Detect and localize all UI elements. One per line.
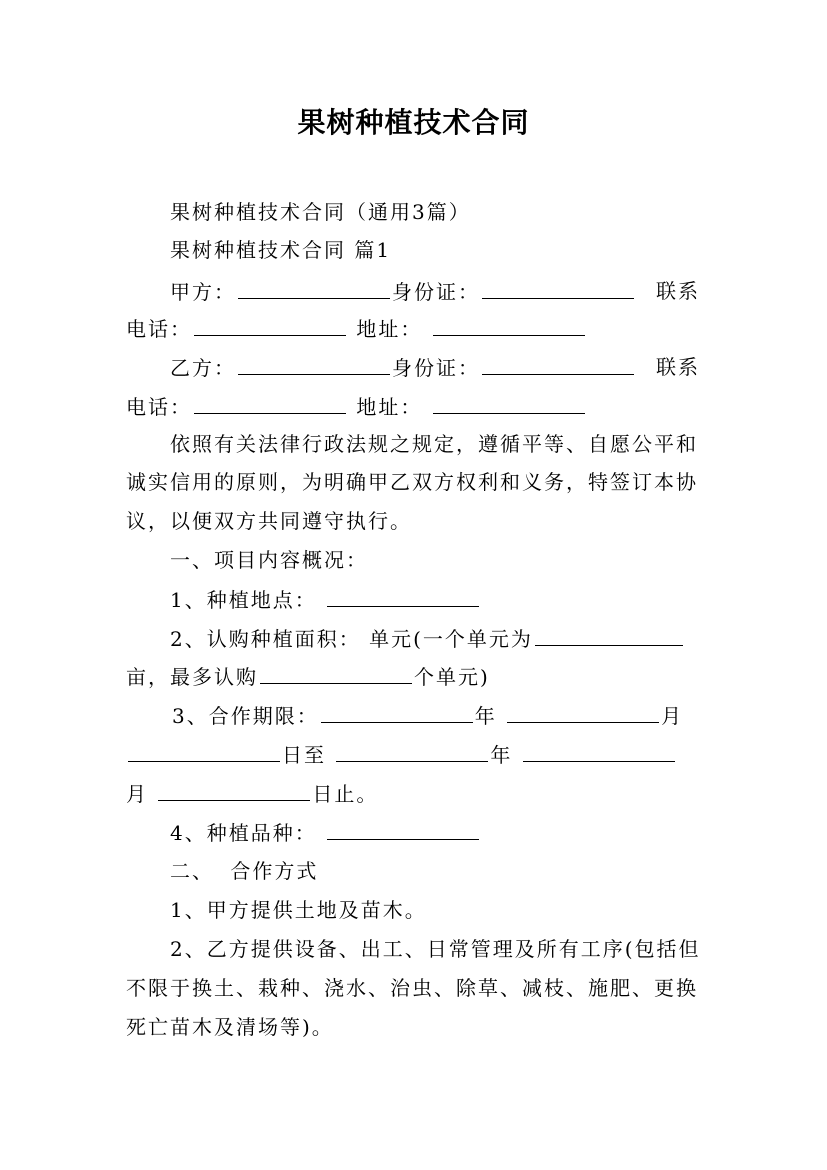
party-b-id-blank[interactable] [482, 354, 634, 375]
party-a-contact-line [656, 278, 827, 304]
subtitle-line [170, 199, 827, 225]
item-area-line-2 [126, 663, 827, 690]
item-area-label: 2、认购种植面积： [170, 627, 361, 651]
section-heading-line [170, 237, 827, 263]
cooperation-item-1 [170, 897, 827, 923]
term-start-month-label: 月 [661, 704, 684, 728]
cooperation-item-2-line-2 [126, 975, 827, 1001]
term-end-day-blank[interactable] [158, 780, 310, 801]
term-end-month-blank[interactable] [523, 741, 675, 762]
party-a-phone-label: 电话： [126, 317, 192, 341]
party-b-id-label: 身份证： [392, 356, 480, 380]
term-start-day-label: 日至 [282, 743, 326, 767]
section-heading-text: 果树种植技术合同 篇1 [170, 238, 392, 262]
party-b-name-blank[interactable] [238, 354, 390, 375]
item-area-max-blank[interactable] [260, 663, 412, 684]
party-b-phone-line [126, 393, 827, 420]
cooperation-item-2-text-3: 死亡苗木及清场等)。 [126, 1015, 334, 1039]
party-b-phone-label: 电话： [126, 395, 192, 419]
subtitle-text: 果树种植技术合同（通用3篇） [170, 200, 471, 224]
preamble-line-1 [170, 431, 827, 457]
party-b-phone-blank[interactable] [194, 393, 346, 414]
term-start-month-blank[interactable] [507, 702, 659, 723]
item-variety-line [170, 819, 827, 846]
item-area-units-text: 个单元) [414, 665, 490, 689]
party-a-address-blank[interactable] [433, 315, 585, 336]
party-b-address-blank[interactable] [433, 393, 585, 414]
preamble-text-1: 依照有关法律行政法规之规定，遵循平等、自愿公平和 [170, 432, 698, 456]
party-a-contact-label: 联系 [656, 279, 700, 303]
item-variety-blank[interactable] [327, 819, 479, 840]
section-one-heading-text: 一、项目内容概况： [170, 548, 368, 572]
preamble-text-2: 诚实信用的原则，为明确甲乙双方权利和义务，特签订本协 [126, 470, 698, 494]
party-a-label: 甲方： [170, 280, 236, 304]
party-a-phone-line [126, 315, 827, 342]
item-location-line [170, 586, 827, 613]
section-two-number: 二、 [170, 859, 214, 883]
term-start-year-label: 年 [474, 704, 497, 728]
cooperation-item-2-line-1 [170, 936, 827, 962]
item-area-max-text: 亩，最多认购 [126, 665, 258, 689]
section-two-heading [170, 858, 827, 884]
document-title: 果树种植技术合同 [297, 106, 530, 139]
term-end-year-blank[interactable] [336, 741, 488, 762]
term-end-day-label: 日止。 [312, 782, 379, 806]
item-location-label: 1、种植地点： [170, 588, 317, 612]
party-b-label: 乙方： [170, 356, 236, 380]
cooperation-item-2-line-3 [126, 1014, 827, 1040]
item-area-line [170, 625, 827, 652]
item-area-unit-blank[interactable] [535, 625, 683, 646]
term-end-month-label: 月 [126, 782, 148, 806]
section-one-heading [170, 547, 827, 573]
cooperation-item-1-text: 1、甲方提供土地及苗木。 [170, 898, 427, 922]
term-end-year-label: 年 [490, 743, 513, 767]
cooperation-item-2-text-2: 不限于换土、栽种、浇水、治虫、除草、减枝、施肥、更换 [126, 976, 698, 1000]
cooperation-item-2-text-1: 2、乙方提供设备、出工、日常管理及所有工序(包括但 [170, 937, 701, 961]
item-term-line-2 [126, 741, 827, 768]
term-start-day-blank[interactable] [128, 741, 280, 762]
party-a-phone-blank[interactable] [194, 315, 346, 336]
item-location-blank[interactable] [327, 586, 479, 607]
party-b-contact-label: 联系 [656, 355, 700, 379]
item-term-label: 3、合作期限： [172, 704, 319, 728]
item-variety-label: 4、种植品种： [170, 821, 317, 845]
item-term-line [172, 702, 827, 729]
term-start-year-blank[interactable] [321, 702, 473, 723]
party-a-name-blank[interactable] [238, 278, 390, 299]
section-two-heading-text: 合作方式 [230, 859, 319, 883]
preamble-line-3 [126, 508, 827, 534]
party-a-id-blank[interactable] [482, 278, 634, 299]
party-a-address-label: 地址： [356, 317, 423, 341]
preamble-text-3: 议，以便双方共同遵守执行。 [126, 509, 412, 533]
preamble-line-2 [126, 469, 827, 495]
item-area-unit-text: 单元(一个单元为 [369, 627, 533, 651]
party-a-id-label: 身份证： [392, 280, 480, 304]
party-b-contact-line [656, 354, 827, 380]
party-b-address-label: 地址： [356, 395, 423, 419]
item-term-line-3 [126, 780, 827, 807]
